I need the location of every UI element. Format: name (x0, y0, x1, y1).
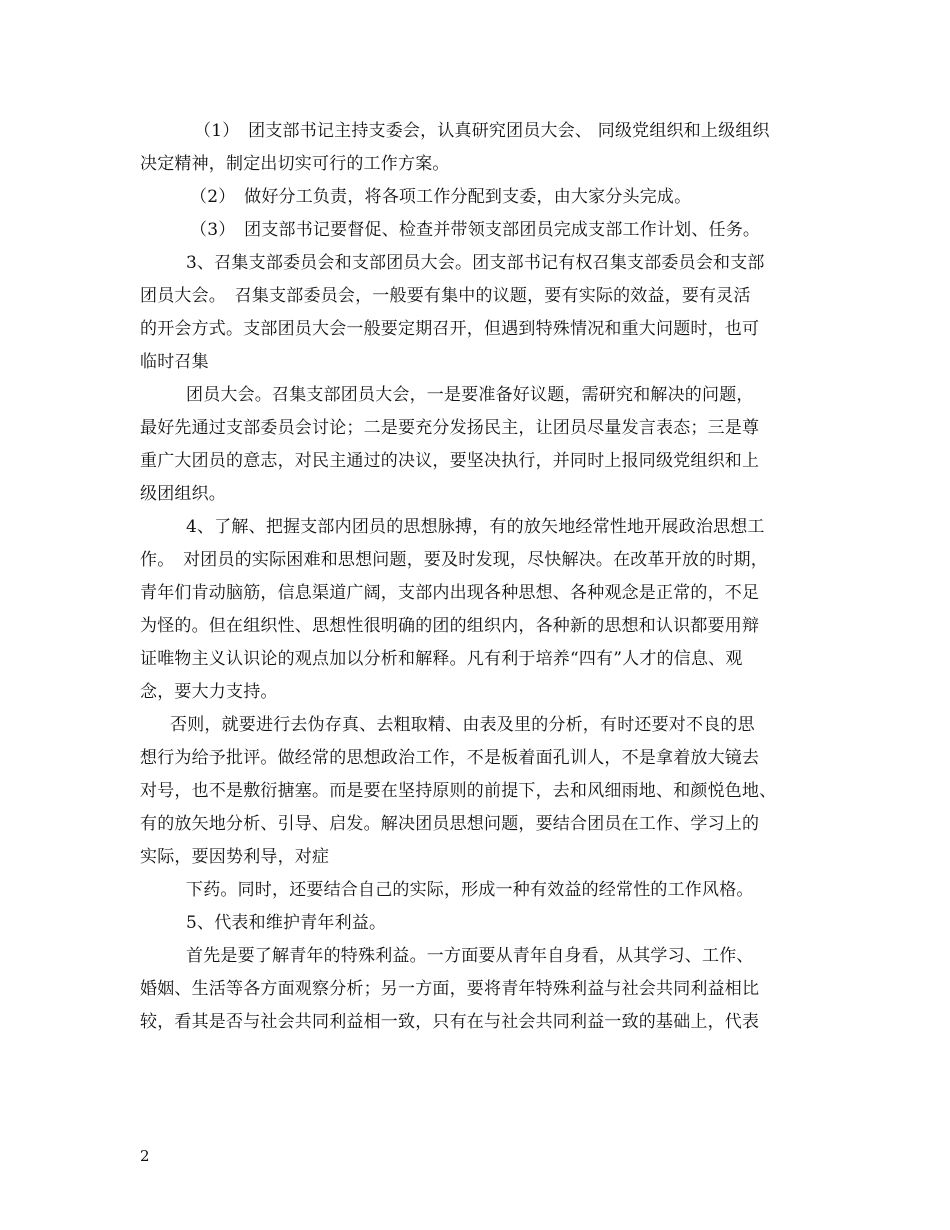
text-line: 念，要大力支持。 (140, 682, 278, 702)
text-line: （2） 做好分工负责，将各项工作分配到支委，由大家分头完成。 (190, 187, 692, 207)
text-line: 实际，要因势利导，对症 (140, 847, 330, 867)
text-line: 青年们肯动脑筋，信息渠道广阔，支部内出现各种思想、各种观念是正常的，不足 (140, 583, 760, 603)
text-line: 想行为给予批评。做经常的思想政治工作，不是板着面孔训人，不是拿着放大镜去 (140, 748, 760, 768)
text-line: 下药。同时，还要结合自己的实际，形成一种有效益的经常性的工作风格。 (186, 880, 754, 900)
text-line: 3、召集支部委员会和支部团员大会。团支部书记有权召集支部委员会和支部 (186, 253, 765, 273)
text-line: 首先是要了解青年的特殊利益。一方面要从青年自身看，从其学习、工作、 (186, 946, 754, 966)
text-line: 有的放矢地分析、引导、启发。解决团员思想问题，要结合团员在工作、学习上的 (140, 814, 760, 834)
text-line: 临时召集 (140, 352, 209, 372)
text-line: 最好先通过支部委员会讨论；二是要充分发扬民主，让团员尽量发言表态；三是尊 (140, 418, 760, 438)
text-line: 为怪的。但在组织性、思想性很明确的团的组织内，各种新的思想和认识都要用辩 (140, 616, 760, 636)
page-number: 2 (140, 1147, 150, 1165)
text-line: 重广大团员的意志，对民主通过的决议，要坚决执行，并同时上报同级党组织和上 (140, 451, 760, 471)
text-line: （1） 团支部书记主持支委会，认真研究团员大会、 同级党组织和上级组织 (194, 121, 770, 141)
text-line: 级团组织。 (140, 484, 226, 504)
text-line: 作。 对团员的实际困难和思想问题，要及时发现，尽快解决。在改革开放的时期， (140, 550, 768, 570)
text-line: 5、代表和维护青年利益。 (186, 913, 387, 933)
text-line: 否则，就要进行去伪存真、去粗取精、由表及里的分析，有时还要对不良的思 (170, 715, 755, 735)
text-line: 团员大会。召集支部团员大会，一是要准备好议题，需研究和解决的问题， (186, 385, 754, 405)
text-line: 4、了解、把握支部内团员的思想脉搏，有的放矢地经常性地开展政治思想工 (186, 517, 765, 537)
text-line: 的开会方式。支部团员大会一般要定期召开，但遇到特殊情况和重大问题时，也可 (140, 319, 760, 339)
text-line: 团员大会。 召集支部委员会，一般要有集中的议题，要有实际的效益，要有灵活 (140, 286, 751, 306)
text-line: 决定精神，制定出切实可行的工作方案。 (140, 154, 450, 174)
document-body (140, 115, 815, 1039)
text-line: 对号，也不是敷衍搪塞。而是要在坚持原则的前提下，去和风细雨地、和颜悦色地、 (140, 781, 777, 801)
text-line: 婚姻、生活等各方面观察分析；另一方面，要将青年特殊利益与社会共同利益相比 (140, 979, 760, 999)
text-line: 较，看其是否与社会共同利益相一致，只有在与社会共同利益一致的基础上，代表 (140, 1012, 760, 1032)
text-line: （3） 团支部书记要督促、检查并带领支部团员完成支部工作计划、任务。 (190, 220, 761, 240)
text-line: 证唯物主义认识论的观点加以分析和解释。凡有利于培养“四有”人才的信息、观 (140, 649, 743, 669)
